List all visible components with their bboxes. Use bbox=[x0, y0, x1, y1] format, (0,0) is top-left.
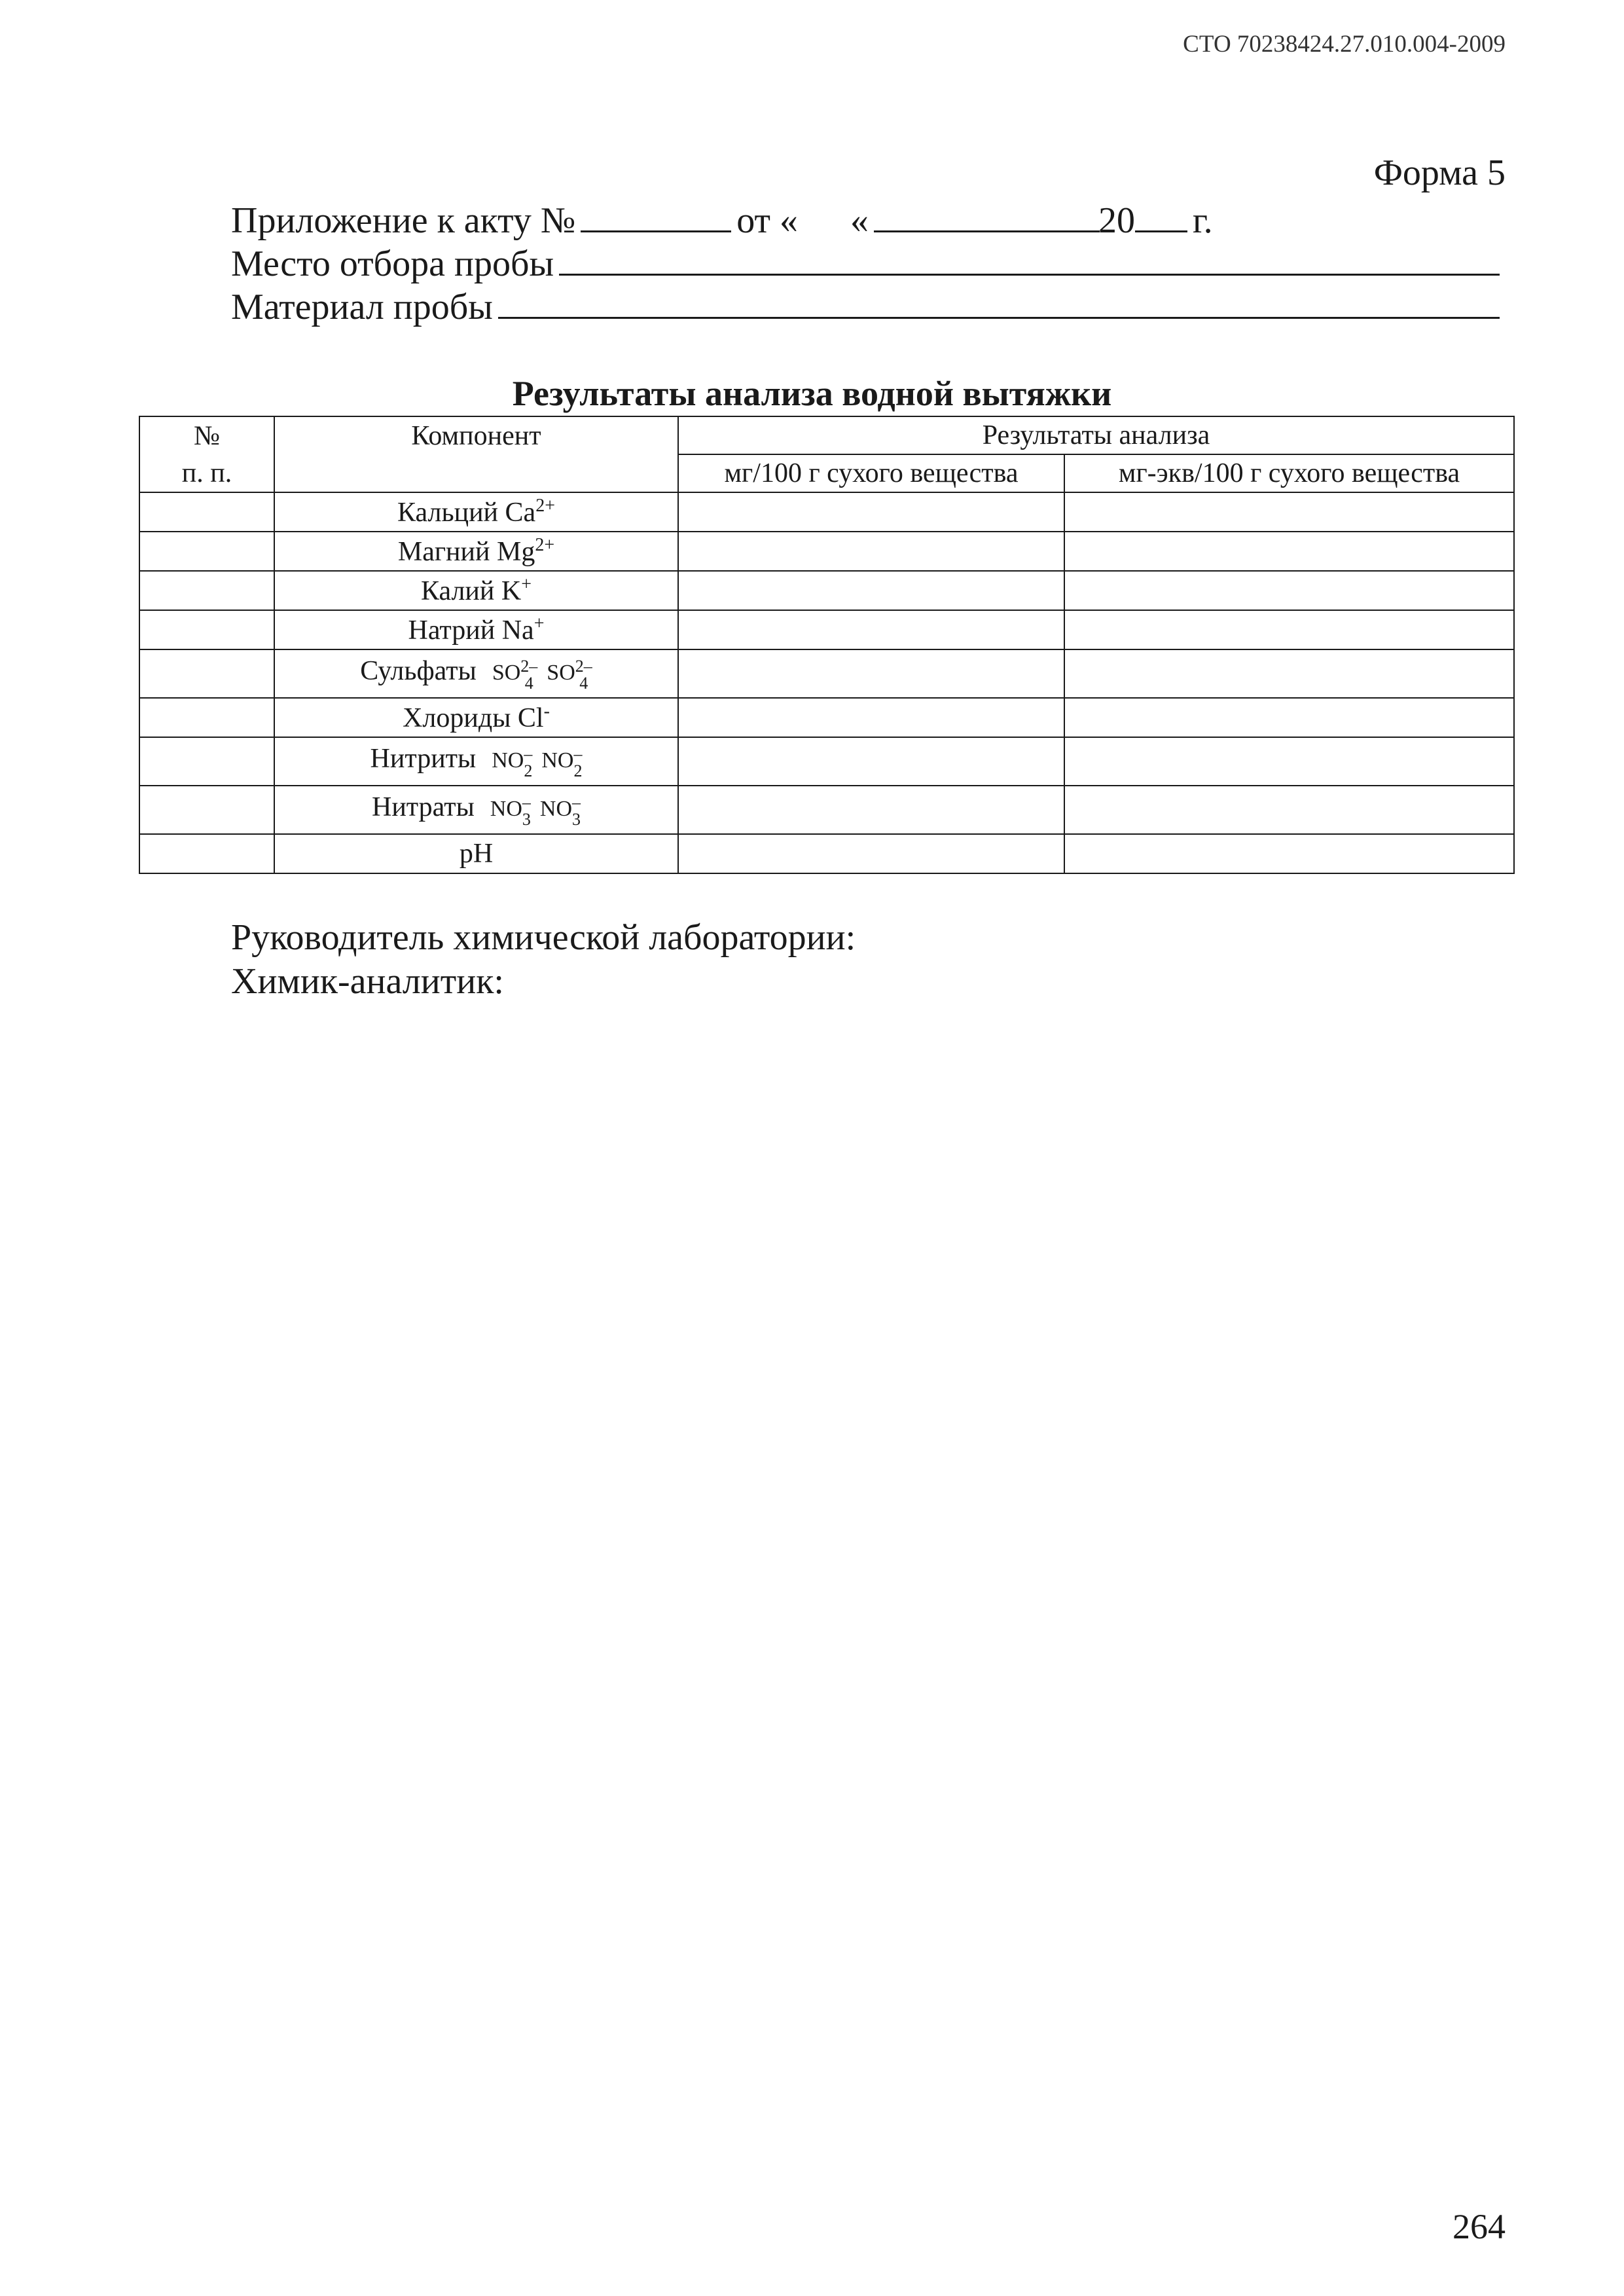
row-number-cell[interactable] bbox=[139, 492, 274, 532]
table-row bbox=[139, 698, 1514, 737]
col-component-empty bbox=[274, 454, 678, 492]
act-header bbox=[231, 196, 1505, 326]
mgekv-value-cell[interactable] bbox=[1064, 610, 1514, 649]
mgekv-value-cell[interactable] bbox=[1064, 737, 1514, 786]
mgekv-value-cell[interactable] bbox=[1064, 532, 1514, 571]
formula-charge: – bbox=[522, 792, 531, 812]
page-number: 264 bbox=[1453, 2207, 1506, 2246]
col-mgekv: мг-экв/100 г сухого вещества bbox=[1064, 454, 1514, 492]
act-year-blank[interactable] bbox=[1135, 196, 1187, 232]
material-blank[interactable] bbox=[498, 283, 1500, 319]
row-number-cell[interactable] bbox=[139, 698, 274, 737]
component-cell bbox=[274, 786, 678, 834]
row-number-cell[interactable] bbox=[139, 786, 274, 834]
formula-charge: – bbox=[572, 792, 581, 812]
component-cell bbox=[274, 698, 678, 737]
ion-charge: + bbox=[521, 574, 532, 594]
formula-index: 3 bbox=[522, 809, 531, 829]
component-cell bbox=[274, 649, 678, 698]
formula-base: NO bbox=[492, 748, 524, 773]
act-number-line bbox=[231, 196, 1505, 240]
mg-value-cell[interactable] bbox=[678, 737, 1064, 786]
mgekv-value-cell[interactable] bbox=[1064, 786, 1514, 834]
component-name: pH bbox=[459, 839, 494, 869]
col-num-bottom: п. п. bbox=[139, 454, 274, 492]
ion-charge: 2+ bbox=[535, 496, 555, 516]
mg-value-cell[interactable] bbox=[678, 649, 1064, 698]
component-cell bbox=[274, 571, 678, 610]
signature-chemist: Химик-аналитик: bbox=[231, 961, 504, 1002]
mg-value-cell[interactable] bbox=[678, 834, 1064, 873]
form-label: Форма 5 bbox=[1373, 153, 1506, 193]
formula-base: NO bbox=[539, 797, 573, 822]
place-line bbox=[231, 240, 1505, 283]
mg-value-cell[interactable] bbox=[678, 532, 1064, 571]
mg-value-cell[interactable] bbox=[678, 610, 1064, 649]
component-formula bbox=[475, 792, 581, 829]
row-number-cell[interactable] bbox=[139, 610, 274, 649]
formula-base: SO bbox=[547, 661, 575, 685]
col-component: Компонент bbox=[274, 416, 678, 454]
formula-charge: – bbox=[524, 744, 533, 763]
table-subheader-row bbox=[139, 454, 1514, 492]
ion-charge: + bbox=[533, 613, 545, 634]
component-cell bbox=[274, 834, 678, 873]
table-row bbox=[139, 492, 1514, 532]
component-name: Нитриты bbox=[370, 744, 477, 774]
table-title: Результаты анализа водной вытяжки bbox=[512, 374, 1112, 413]
mg-value-cell[interactable] bbox=[678, 786, 1064, 834]
component-name: Нитраты bbox=[371, 792, 475, 823]
component-name: Сульфаты bbox=[360, 656, 477, 687]
act-year-prefix: 20 bbox=[1098, 200, 1135, 241]
material-label: Материал пробы bbox=[231, 287, 493, 327]
formula-charge: – bbox=[573, 744, 583, 763]
table-row bbox=[139, 786, 1514, 834]
act-number-blank[interactable] bbox=[581, 196, 731, 232]
table-header-row bbox=[139, 416, 1514, 454]
formula-index: 4 bbox=[579, 673, 588, 693]
act-prefix: Приложение к акту № bbox=[231, 200, 576, 241]
formula-charge: 2– bbox=[520, 656, 538, 676]
table-row bbox=[139, 737, 1514, 786]
place-label: Место отбора пробы bbox=[231, 244, 554, 284]
formula-index: 2 bbox=[573, 761, 583, 780]
formula-base: NO bbox=[541, 748, 574, 773]
table-row bbox=[139, 834, 1514, 873]
mgekv-value-cell[interactable] bbox=[1064, 698, 1514, 737]
formula-base: NO bbox=[490, 797, 522, 822]
table-row bbox=[139, 610, 1514, 649]
component-cell bbox=[274, 492, 678, 532]
table-row bbox=[139, 649, 1514, 698]
row-number-cell[interactable] bbox=[139, 737, 274, 786]
act-month-blank[interactable] bbox=[874, 196, 1100, 232]
component-name: Кальций Ca bbox=[397, 498, 536, 528]
material-line bbox=[231, 283, 1505, 326]
mgekv-value-cell[interactable] bbox=[1064, 492, 1514, 532]
mg-value-cell[interactable] bbox=[678, 492, 1064, 532]
results-table bbox=[139, 416, 1515, 874]
formula-index: 3 bbox=[572, 809, 581, 829]
act-from: от « bbox=[736, 200, 798, 241]
row-number-cell[interactable] bbox=[139, 834, 274, 873]
act-year-suffix: г. bbox=[1193, 200, 1213, 241]
row-number-cell[interactable] bbox=[139, 571, 274, 610]
mgekv-value-cell[interactable] bbox=[1064, 571, 1514, 610]
component-name: Натрий Na bbox=[408, 615, 534, 646]
mgekv-value-cell[interactable] bbox=[1064, 834, 1514, 873]
ion-charge: 2+ bbox=[535, 535, 555, 555]
component-formula bbox=[476, 744, 583, 780]
mg-value-cell[interactable] bbox=[678, 571, 1064, 610]
formula-index: 2 bbox=[524, 761, 533, 780]
component-formula bbox=[477, 656, 592, 693]
formula-index: 4 bbox=[524, 673, 533, 693]
document-code: СТО 70238424.27.010.004-2009 bbox=[1183, 31, 1506, 58]
formula-charge: 2– bbox=[575, 656, 592, 676]
component-cell bbox=[274, 610, 678, 649]
act-quote-close: « bbox=[850, 200, 869, 241]
component-cell bbox=[274, 532, 678, 571]
col-num-top: № bbox=[139, 416, 274, 454]
component-name: Хлориды Cl bbox=[403, 703, 544, 733]
table-row bbox=[139, 532, 1514, 571]
col-results: Результаты анализа bbox=[678, 416, 1514, 454]
ion-charge: - bbox=[543, 701, 550, 721]
formula-base: SO bbox=[492, 661, 521, 685]
component-cell bbox=[274, 737, 678, 786]
component-name: Магний Mg bbox=[397, 537, 535, 567]
signature-head: Руководитель химической лаборатории: bbox=[231, 917, 856, 958]
table-row bbox=[139, 571, 1514, 610]
mgekv-value-cell[interactable] bbox=[1064, 649, 1514, 698]
place-blank[interactable] bbox=[559, 240, 1500, 276]
component-name: Калий K bbox=[420, 576, 522, 606]
row-number-cell[interactable] bbox=[139, 649, 274, 698]
row-number-cell[interactable] bbox=[139, 532, 274, 571]
mg-value-cell[interactable] bbox=[678, 698, 1064, 737]
col-mg: мг/100 г сухого вещества bbox=[678, 454, 1064, 492]
